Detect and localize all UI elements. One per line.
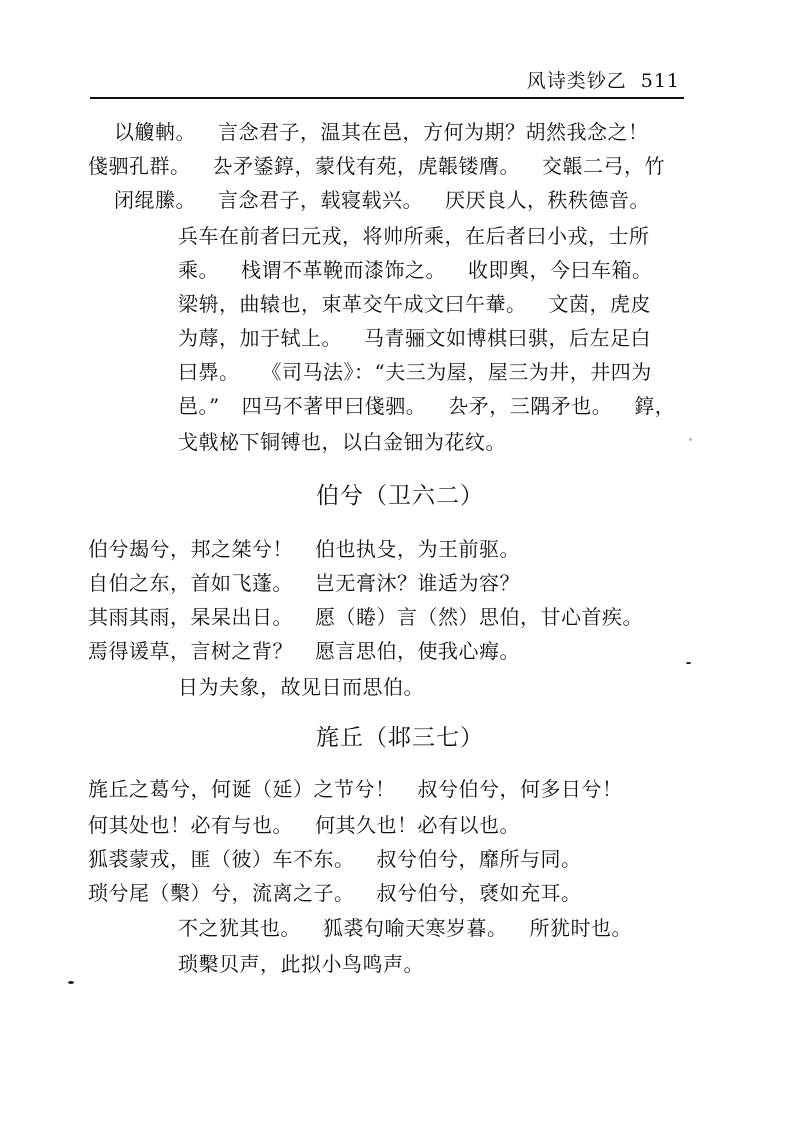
poem-line bbox=[88, 811, 520, 839]
poem-line bbox=[88, 569, 520, 597]
commentary-phrase: 梁辀，曲辕也，束革交午成文曰午輂。 bbox=[178, 292, 527, 316]
poem-phrase: 叔兮伯兮，何多日兮！ bbox=[417, 777, 623, 801]
poem-phrase: 岂无膏沐？谁适为容？ bbox=[315, 571, 520, 595]
poem-phrase: 琐兮尾（檕）兮，流离之子。 bbox=[88, 881, 355, 905]
poem-line bbox=[88, 603, 643, 631]
poem-phrase: 俴驷孔群。 bbox=[88, 154, 191, 178]
commentary-phrase: 錞， bbox=[634, 394, 676, 418]
poem-line bbox=[88, 845, 582, 873]
commentary-phrase: 狐裘句喻天寒岁暮。 bbox=[323, 916, 508, 940]
commentary-phrase: 兵车在前者曰元戎，将帅所乘，在后者曰小戎，士所 bbox=[178, 224, 650, 248]
commentary-phrase: 戈戟柲下铜镈也，以白金钿为花纹。 bbox=[178, 430, 506, 454]
page-number: 511 bbox=[640, 70, 680, 92]
poem-phrase: 叔兮伯兮，褎如充耳。 bbox=[376, 881, 582, 905]
commentary-line bbox=[178, 914, 632, 942]
poem-line bbox=[88, 152, 665, 180]
commentary-phrase: 厹矛，三隅矛也。 bbox=[448, 394, 613, 418]
poem-phrase: 交韔二弓，竹 bbox=[542, 154, 665, 178]
poem-phrase: 愿言思伯，使我心痗。 bbox=[315, 639, 520, 663]
poem-phrase: 其雨其雨，杲杲出日。 bbox=[88, 605, 293, 629]
commentary-phrase: 文茵，虎皮 bbox=[548, 292, 651, 316]
commentary-line bbox=[178, 358, 652, 386]
commentary-line bbox=[178, 392, 675, 420]
commentary-phrase: 所犹时也。 bbox=[529, 916, 632, 940]
commentary-line bbox=[178, 324, 651, 352]
poem-line bbox=[88, 637, 520, 665]
commentary-line bbox=[178, 256, 653, 284]
commentary-line bbox=[178, 222, 650, 250]
scan-speck bbox=[689, 438, 692, 441]
commentary-line bbox=[178, 950, 424, 978]
commentary-phrase: 乘。 bbox=[178, 258, 219, 282]
commentary-phrase: 不之犹其也。 bbox=[178, 916, 301, 940]
header-rule bbox=[90, 97, 684, 99]
commentary-phrase: 四马不著甲曰俴驷。 bbox=[241, 394, 427, 418]
commentary-phrase: 《司马法》：“夫三为屋，屋三为井，井四为 bbox=[261, 360, 652, 384]
poem-phrase: 厹矛鋈錞，蒙伐有苑，虎韔镂膺。 bbox=[212, 154, 520, 178]
running-head bbox=[440, 66, 680, 93]
section-title: 伯兮（卫六二） bbox=[316, 483, 484, 509]
poem-phrase: 言念君子，温其在邑，方何为期？胡然我念之！ bbox=[218, 120, 649, 144]
commentary-phrase: 曰馵。 bbox=[178, 360, 240, 384]
poem-phrase: 愿（睠）言（然）思伯，甘心首疾。 bbox=[315, 605, 643, 629]
commentary-phrase: 收即舆，今曰车箱。 bbox=[468, 258, 653, 282]
running-title: 风诗类钞乙 bbox=[526, 70, 627, 92]
poem-phrase: 伯也执殳，为王前驱。 bbox=[315, 537, 520, 561]
commentary-phrase: 为蓐，加于轼上。 bbox=[178, 326, 342, 350]
poem-line bbox=[114, 186, 650, 214]
scan-speck bbox=[686, 662, 691, 664]
commentary-line bbox=[178, 673, 424, 701]
poem-line bbox=[88, 879, 582, 907]
commentary-phrase: 马青骊文如博棋曰骐，后左足白 bbox=[364, 326, 651, 350]
poem-phrase: 厌厌良人，秩秩德音。 bbox=[445, 188, 650, 212]
poem-phrase: 何其久也！必有以也。 bbox=[315, 813, 520, 837]
commentary-phrase: 日为夫象，故见日而思伯。 bbox=[178, 675, 424, 699]
commentary-phrase: 邑。” bbox=[178, 394, 220, 418]
poem-phrase: 伯兮朅兮，邦之桀兮！ bbox=[88, 537, 293, 561]
poem-phrase: 叔兮伯兮，靡所与同。 bbox=[376, 847, 582, 871]
poem-phrase: 言念君子，载寝载兴。 bbox=[218, 188, 423, 212]
poem-phrase: 闭绲縢。 bbox=[114, 188, 196, 212]
poem-line bbox=[114, 118, 649, 146]
scan-speck bbox=[68, 981, 74, 984]
poem-phrase: 焉得谖草，言树之背？ bbox=[88, 639, 293, 663]
section-title: 旄丘（邶三七） bbox=[316, 725, 484, 751]
commentary-line bbox=[178, 290, 651, 318]
commentary-phrase: 栈谓不革鞔而漆饰之。 bbox=[241, 258, 446, 282]
commentary-line bbox=[178, 428, 506, 456]
poem-phrase: 何其处也！必有与也。 bbox=[88, 813, 293, 837]
poem-phrase: 自伯之东，首如飞蓬。 bbox=[88, 571, 293, 595]
poem-phrase: 旄丘之葛兮，何诞（延）之节兮！ bbox=[88, 777, 396, 801]
poem-line bbox=[88, 535, 520, 563]
commentary-phrase: 琐檕贝声，此拟小鸟鸣声。 bbox=[178, 952, 424, 976]
poem-phrase: 狐裘蒙戎，匪（彼）车不东。 bbox=[88, 847, 355, 871]
poem-phrase: 以觼軜。 bbox=[114, 120, 196, 144]
poem-line bbox=[88, 775, 623, 803]
